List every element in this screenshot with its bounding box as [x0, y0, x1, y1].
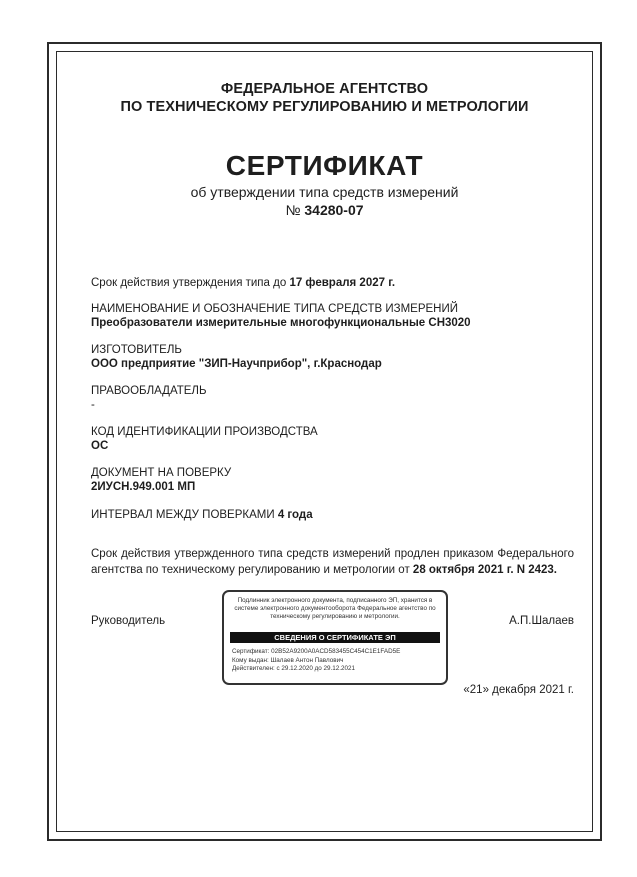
extension-paragraph — [91, 547, 574, 578]
number-prefix: № — [285, 202, 301, 218]
field-interval — [91, 508, 313, 522]
e-signature-note: Подлинник электронного документа, подписанного ЭП, хранится в системе электронного документооборота Федеральное агентство по техническому регулированию и метрологии. — [234, 597, 436, 620]
signer-name: А.П.Шалаев — [509, 615, 574, 627]
field-name — [91, 302, 471, 330]
extension-order: 28 октября 2021 г. N 2423. — [412, 563, 557, 576]
field-name-value: Преобразователи измерительные многофункциональные СН3020 — [91, 317, 471, 329]
field-production-code-value: ОС — [91, 440, 109, 452]
validity-line — [91, 276, 395, 290]
field-production-code-label: КОД ИДЕНТИФИКАЦИИ ПРОИЗВОДСТВА — [91, 426, 318, 438]
valid-label: Действителен: — [232, 665, 275, 672]
field-manufacturer — [91, 343, 382, 371]
validity-date: 17 февраля 2027 г. — [289, 277, 396, 289]
field-verification-doc — [91, 466, 231, 494]
e-signature-issued-to — [232, 657, 400, 666]
issued-to-value: Шалаев Антон Павлович — [270, 656, 344, 664]
field-rightholder-value: - — [91, 399, 95, 411]
signer-role: Руководитель — [91, 615, 166, 627]
field-manufacturer-value: ООО предприятие "ЗИП-Научприбор", г.Краснодар — [91, 358, 382, 370]
signature-date: «21» декабря 2021 г. — [463, 684, 574, 696]
field-name-label: НАИМЕНОВАНИЕ И ОБОЗНАЧЕНИЕ ТИПА СРЕДСТВ ИЗМЕРЕНИЙ — [91, 303, 459, 315]
cert-value: 02B52A9200A0ACD583455C454C1E1FAD5E — [271, 648, 401, 655]
issued-to-label: Кому выдан: — [232, 656, 269, 664]
e-signature-stamp — [222, 590, 448, 685]
e-signature-banner: СВЕДЕНИЯ О СЕРТИФИКАТЕ ЭП — [230, 632, 440, 643]
cert-label: Сертификат: — [232, 648, 270, 655]
field-production-code — [91, 425, 318, 453]
certificate-title: СЕРТИФИКАТ — [225, 150, 424, 181]
agency-name-line1: ФЕДЕРАЛЬНОЕ АГЕНТСТВО — [220, 81, 429, 97]
field-verification-doc-label: ДОКУМЕНТ НА ПОВЕРКУ — [91, 467, 232, 479]
certificate-number — [56, 202, 593, 218]
e-signature-valid — [232, 665, 400, 674]
field-rightholder — [91, 384, 207, 412]
e-signature-details — [232, 648, 400, 674]
extension-text: Срок действия утвержденного типа средств измерений продлен приказом Федерального агентства по техническому регулированию и метрологии от — [91, 548, 574, 576]
validity-label: Срок действия утверждения типа до — [91, 277, 287, 289]
field-rightholder-label: ПРАВООБЛАДАТЕЛЬ — [91, 385, 207, 397]
certificate-subtitle: об утверждении типа средств измерений — [190, 184, 459, 200]
e-signature-cert — [232, 648, 400, 657]
number-value: 34280-07 — [304, 202, 364, 218]
field-interval-value: 4 года — [277, 509, 313, 521]
field-manufacturer-label: ИЗГОТОВИТЕЛЬ — [91, 344, 182, 356]
field-interval-label: ИНТЕРВАЛ МЕЖДУ ПОВЕРКАМИ — [91, 509, 275, 521]
valid-value: с 29.12.2020 до 29.12.2021 — [276, 665, 356, 672]
agency-name-line2: ПО ТЕХНИЧЕСКОМУ РЕГУЛИРОВАНИЮ И МЕТРОЛОГИИ — [120, 99, 529, 115]
field-verification-doc-value: 2ИУСН.949.001 МП — [91, 481, 196, 493]
